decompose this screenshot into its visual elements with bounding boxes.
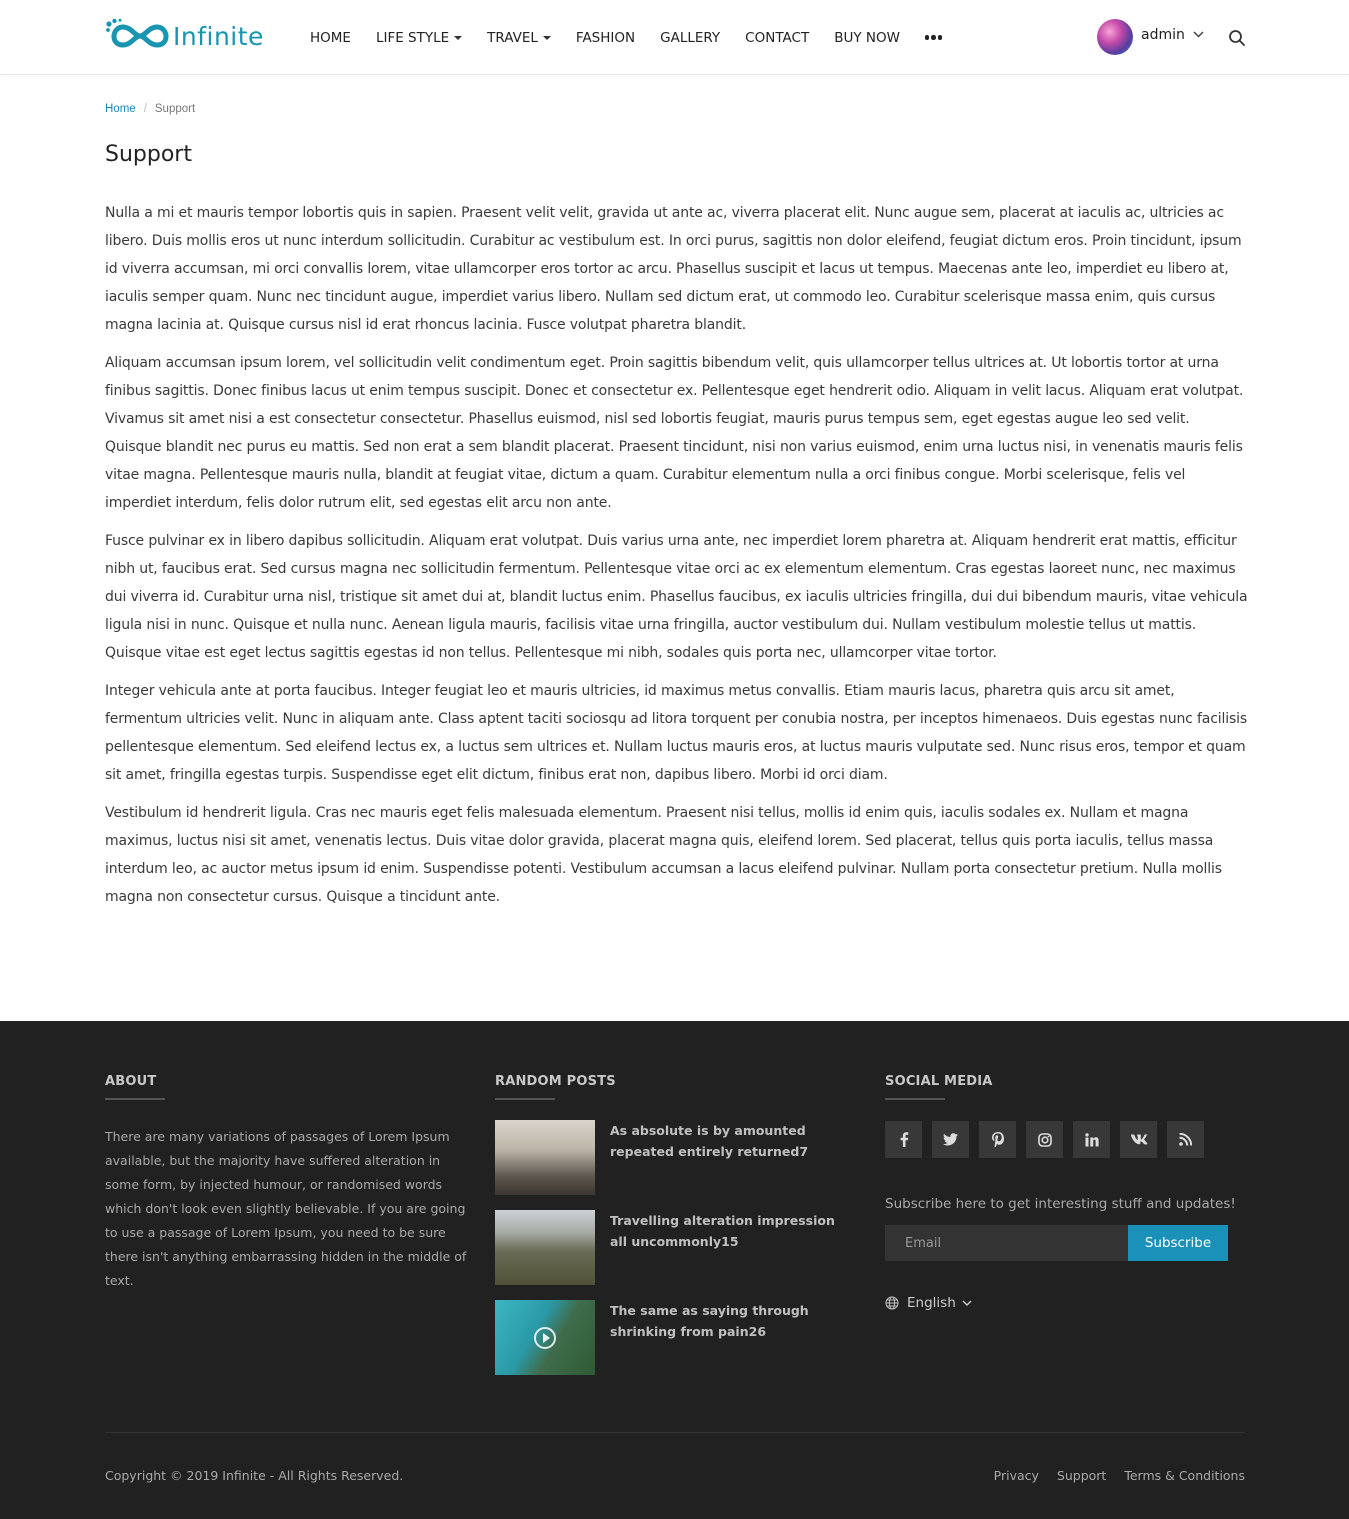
social-links xyxy=(885,1121,1236,1158)
nav-buy-now[interactable] xyxy=(834,30,900,46)
post-title[interactable]: As absolute is by amounted repeated entirely returned7 xyxy=(610,1123,809,1159)
chevron-down-icon xyxy=(1193,31,1204,38)
nav-label: CONTACT xyxy=(745,29,810,46)
footer-link-privacy[interactable]: Privacy xyxy=(993,1468,1039,1483)
post-item[interactable] xyxy=(495,1300,840,1375)
nav-home[interactable] xyxy=(310,30,351,46)
footer-social xyxy=(885,1074,1236,1311)
site-footer xyxy=(0,1021,1349,1519)
rss-icon[interactable] xyxy=(1167,1121,1204,1158)
globe-icon xyxy=(885,1296,899,1310)
breadcrumb-current: Support xyxy=(154,103,196,115)
user-name: admin xyxy=(1141,27,1185,43)
post-thumbnail[interactable] xyxy=(495,1210,595,1285)
search-icon[interactable] xyxy=(1228,29,1246,47)
footer-social-heading: SOCIAL MEDIA xyxy=(885,1074,993,1089)
play-icon xyxy=(534,1327,556,1349)
site-header xyxy=(0,0,1349,75)
post-thumbnail[interactable] xyxy=(495,1120,595,1195)
avatar xyxy=(1097,19,1133,55)
subscribe-text: Subscribe here to get interesting stuff and updates! xyxy=(885,1196,1236,1212)
nav-label: TRAVEL xyxy=(487,29,538,46)
footer-about-text: There are many variations of passages of Lorem Ipsum available, but the majority have suffered alteration in some form, by injected humour, or randomised words which don't look even slightly believable. If you are going to use a passage of Lorem Ipsum, you need to be sure there isn't anything embarrassing hidden in the middle of text. xyxy=(105,1129,467,1288)
content-paragraph: Nulla a mi et mauris tempor lobortis quis in sapien. Praesent velit velit, gravida ut ante ac, viverra placerat elit. Nunc augue sem, placerat at iaculis ac, ultricies ac libero. Duis mollis eros ut nunc interdum sollicitudin. Curabitur ac vestibulum est. In orci purus, sagittis non dolor eleifend, feugiat dictum eros. Proin tincidunt, ipsum id viverra accumsan, mi orci convallis lorem, vitae ullamcorper eros tortor ac arcu. Phasellus suscipit et lacus ut tempus. Maecenas ante leo, imperdiet eu libero at, iaculis semper quam. Nunc nec tincidunt augue, imperdiet varius libero. Nullam sed dictum erat, ut commodo leo. Curabitur scelerisque massa enim, quis cursus magna lacinia at. Quisque cursus nisl id erat rhoncus lacinia. Fusce volutpat pharetra blandit. xyxy=(105,205,1242,333)
nav-life-style[interactable] xyxy=(376,30,462,46)
page-content xyxy=(105,199,1250,921)
heading-underline xyxy=(105,1098,165,1100)
nav-contact[interactable] xyxy=(745,30,809,46)
content-paragraph: Fusce pulvinar ex in libero dapibus sollicitudin. Aliquam erat volutpat. Duis varius urna ante, nec imperdiet lorem pharetra at. Aliquam hendrerit erat mattis, efficitur nibh ut, faucibus erat. Sed cursus magna nec sollicitudin fermentum. Pellentesque vitae orci ac ex elementum elementum. Cras egestas laoreet nunc, nec maximus dui viverra id. Curabitur urna nisl, tristique sit amet dui at, blandit luctus enim. Phasellus faucibus, ex iaculis ultricies fringilla, dui dui bibendum mauris, vitae vehicula ligula nisi in nunc. Quisque et nulla nunc. Aenean ligula mauris, facilisis vitae urna fringilla, auctor vestibulum dui. Nullam vestibulum molestie tellus ut mattis. Quisque vitae est eget lectus sagittis egestas id non tellus. Pellentesque mi nibh, sodales quis porta nec, ullamcorper vitae tortor. xyxy=(105,533,1248,661)
footer-about-heading: ABOUT xyxy=(105,1074,157,1089)
facebook-icon[interactable] xyxy=(885,1121,922,1158)
pinterest-icon[interactable] xyxy=(979,1121,1016,1158)
subscribe-button[interactable]: Subscribe xyxy=(1128,1225,1228,1261)
nav-label: GALLERY xyxy=(660,29,721,46)
chevron-down-icon xyxy=(962,1300,972,1306)
email-input[interactable] xyxy=(885,1225,1128,1261)
post-list xyxy=(495,1120,840,1375)
footer-links xyxy=(994,1468,1245,1483)
footer-divider xyxy=(105,1432,1245,1433)
nav-fashion[interactable] xyxy=(576,30,635,46)
nav-label: LIFE STYLE xyxy=(375,29,450,46)
footer-link-support[interactable]: Support xyxy=(1056,1468,1107,1483)
main-nav xyxy=(310,0,967,75)
language-label: English xyxy=(907,1295,956,1311)
content-paragraph: Vestibulum id hendrerit ligula. Cras nec mauris eget felis malesuada elementum. Praesent nisi tellus, mollis id enim quis, iaculis sodales ex. Nullam et magna maximus, luctus nisi sit amet, venenatis lectus. Duis vitae dolor gravida, placerat magna quis, eleifend lorem. Sed placerat, tellus quis porta iaculis, tellus massa interdum leo, ac auctor metus ipsum id enim. Suspendisse potenti. Vestibulum accumsan a lacus eleifend pulvinar. Nullam porta consectetur pretium. Nulla mollis magna non consectetur cursus. Quisque a tincidunt ante. xyxy=(105,805,1222,905)
heading-underline xyxy=(885,1098,945,1100)
content-paragraph: Integer vehicula ante at porta faucibus. Integer feugiat leo et mauris ultricies, id maximus metus convallis. Etiam mauris lacus, pharetra quis arcu sit amet, fermentum ultricies velit. Nunc in aliquam ante. Class aptent taciti sociosqu ad litora torquent per conubia nostra, per inceptos himenaeos. Duis egestas nunc facilisis pellentesque elementum. Sed eleifend lectus ex, a luctus sem ultrices et. Nullam luctus mauris eros, at luctus mauris vulputate sed. Nunc risus eros, tempor et quam sit amet, fringilla egestas turpis. Suspendisse eget elit dictum, finibus erat non, dapibus libero. Morbi id orci diam. xyxy=(105,683,1248,783)
copyright-text: Copyright © 2019 Infinite - All Rights Reserved. xyxy=(105,1468,404,1483)
page-title: Support xyxy=(105,142,192,167)
instagram-icon[interactable] xyxy=(1026,1121,1063,1158)
footer-about xyxy=(105,1074,470,1293)
logo[interactable] xyxy=(105,16,264,56)
post-thumbnail[interactable] xyxy=(495,1300,595,1375)
caret-down-icon xyxy=(454,36,462,40)
twitter-icon[interactable] xyxy=(932,1121,969,1158)
breadcrumb-separator: / xyxy=(143,103,147,115)
user-menu[interactable] xyxy=(1097,19,1204,55)
nav-travel[interactable] xyxy=(487,30,551,46)
nav-label: BUY NOW xyxy=(834,29,900,46)
caret-down-icon xyxy=(543,36,551,40)
infinity-logo-icon xyxy=(105,18,175,54)
more-dots-icon[interactable] xyxy=(925,35,943,40)
nav-gallery[interactable] xyxy=(660,30,720,46)
nav-label: FASHION xyxy=(575,29,636,46)
logo-text: Infinite xyxy=(173,21,264,51)
breadcrumb xyxy=(105,103,195,115)
post-title[interactable]: The same as saying through shrinking from pain26 xyxy=(610,1303,809,1339)
footer-random-posts xyxy=(495,1074,840,1375)
content-paragraph: Aliquam accumsan ipsum lorem, vel sollicitudin velit condimentum eget. Proin sagittis bibendum velit, quis ullamcorper tellus ultrices at. Ut lobortis tortor at urna finibus sagittis. Donec finibus lacus ut enim tempus suscipit. Donec et consectetur ex. Pellentesque eget hendrerit odio. Aliquam in velit lacus. Aliquam erat volutpat. Vivamus sit amet nisi a est consectetur consectetur. Phasellus euismod, nisl sed lobortis feugiat, mauris purus tempus sem, eget egestas augue leo sed velit. Quisque blandit nec purus eu mattis. Sed non erat a sem blandit placerat. Praesent tincidunt, nisi non varius euismod, enim urna luctus nisi, in venenatis mauris felis vitae magna. Pellentesque mauris nulla, blandit at feugiat vitae, dictum a quam. Curabitur elementum nulla a orci finibus congue. Morbi scelerisque, felis vel imperdiet interdum, felis dolor rutrum elit, sed egestas elit arcu non ante. xyxy=(105,355,1244,511)
footer-random-posts-heading: RANDOM POSTS xyxy=(495,1074,616,1089)
language-selector[interactable] xyxy=(885,1295,1236,1311)
heading-underline xyxy=(495,1098,555,1100)
breadcrumb-home-link[interactable]: Home xyxy=(105,103,136,115)
post-title[interactable]: Travelling alteration impression all uncommonly15 xyxy=(610,1213,835,1249)
post-item[interactable] xyxy=(495,1120,840,1195)
vk-icon[interactable] xyxy=(1120,1121,1157,1158)
footer-link-terms[interactable]: Terms & Conditions xyxy=(1124,1468,1245,1483)
nav-label: HOME xyxy=(310,29,351,46)
linkedin-icon[interactable] xyxy=(1073,1121,1110,1158)
post-item[interactable] xyxy=(495,1210,840,1285)
subscribe-form xyxy=(885,1225,1236,1261)
